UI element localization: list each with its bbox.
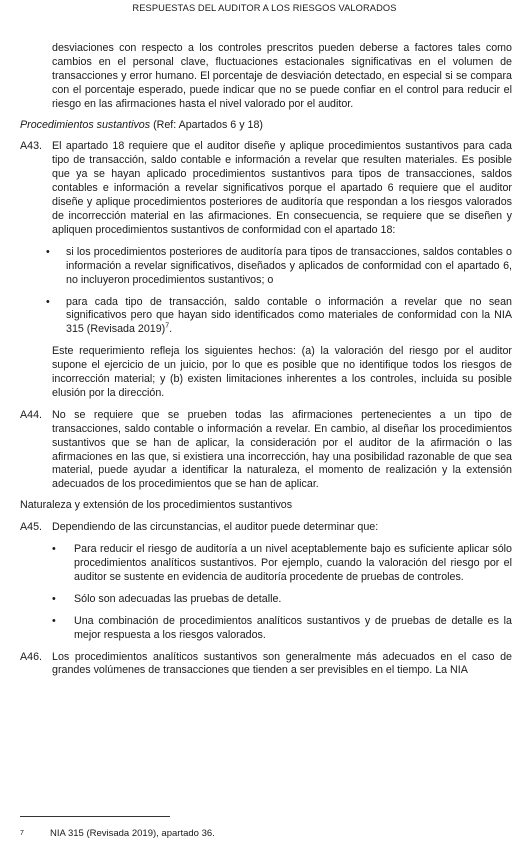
paragraph-text: El apartado 18 requiere que el auditor diseñe y aplique procedimientos sustantivos para cada tipo de transacción, saldo contable e información a revelar que resulten materiales. Es posible que ya se hayan aplicado procedimientos sustantivos para tipos de transacciones, saldos contables e información a revelar significativos porque el apartado 6 requiere que el auditor diseñe y aplique procedimientos posteriores de auditoría que respondan a los riesgos valorados de incorrección material en las afirmaciones. En consecuencia, se requiere que se diseñen y apliquen procedimientos sustantivos de conformidad con el apartado 18: [52,140,512,236]
paragraph-a45 [20,521,512,535]
paragraph-number: A45. [20,521,42,534]
bullet-icon: • [52,592,56,605]
section-heading-substantive [20,119,512,133]
footnote-text: NIA 315 (Revisada 2019), apartado 36. [50,828,215,839]
paragraph-number: A44. [20,408,42,421]
list-item [46,245,512,288]
list-item-text: para cada tipo de transacción, saldo contable o información a revelar que no sean significativos pero que hayan sido identificados como materiales de conformidad con la NIA 315 (Revisada 2019) [66,295,512,336]
bullet-icon: • [46,295,50,308]
list-item-text: Para reducir el riesgo de auditoría a un nivel aceptablemente bajo es suficiente aplicar sólo procedimientos analíticos sustantivos. Por ejemplo, cuando la valoración del riesgo por el auditor se sustente en evidencia de auditoría procedente de pruebas de controles. [74,543,512,583]
bullet-icon: • [46,245,50,258]
footnote-reference: 7 [165,322,170,330]
list-item-text: Una combinación de procedimientos analíticos sustantivos y de pruebas de detalle es la mejor respuesta a los riesgos valorados. [74,614,512,641]
list-item-text-end: . [169,323,173,336]
list-item [52,592,512,607]
a43-follow-paragraph: Este requerimiento refleja los siguientes hechos: (a) la valoración del riesgo por el auditor supone el ejercicio de un juicio, por lo que es posible que no identifique todos los riesgos de incorrección material; y (b) existen limitaciones inherentes a los controles, incluida su posible elusión por la dirección. [52,345,512,399]
list-item [46,295,512,338]
list-item-text: Sólo son adecuadas las pruebas de detalle. [74,592,282,605]
list-item-text: si los procedimientos posteriores de auditoría para tipos de transacciones, saldos contables o información a revelar significativos, diseñados y aplicados de conformidad con el apartado 6, no incluyeron procedimientos sustantivos; o [66,245,512,286]
section-heading-nature: Naturaleza y extensión de los procedimientos sustantivos [20,499,293,512]
list-item [52,614,512,643]
page-header: RESPUESTAS DEL AUDITOR A LOS RIESGOS VALORADOS [132,3,397,13]
footnote-number: 7 [20,830,24,837]
paragraph-text: Dependiendo de las circunstancias, el auditor puede determinar que: [52,521,379,534]
bullet-icon: • [52,614,56,627]
paragraph-number: A46. [20,650,42,663]
footnote [20,828,215,840]
paragraph-number: A43. [20,140,42,153]
paragraph-text: No se requiere que se prueben todas las afirmaciones pertenecientes a un tipo de transacciones, saldo contable o información a revelar. En cambio, al diseñar los procedimientos sustantivos que se han de aplicar, la consideración por el auditor de la afirmación o las afirmaciones en las que, si existiera una incorrección, hay una posibilidad razonable de que sea material, puede ayudar a identificar la naturaleza, el momento de realización y la extensión adecuados de los procedimientos que se han de aplicar. [52,408,512,491]
section-heading-title: Procedimientos sustantivos [20,118,151,131]
list-item [52,543,512,585]
section-heading-ref: (Ref: Apartados 6 y 18) [150,118,263,131]
paragraph-a43 [20,140,512,237]
footnote-divider [20,816,170,817]
page-body [20,42,512,678]
paragraph-text: Los procedimientos analíticos sustantivos son generalmente más adecuados en el caso de grandes volúmenes de transacciones que tienden a ser previsibles en el tiempo. La NIA [52,650,512,677]
intro-paragraph: desviaciones con respecto a los controles prescritos pueden deberse a factores tales como cambios en el personal clave, fluctuaciones estacionales significativas en el volumen de transacciones y error humano. El porcentaje de desviación detectado, en especial si se compara con el porcentaje esperado, puede indicar que no se puede confiar en el control para reducir el riesgo en las afirmaciones hasta el nivel valorado por el auditor. [52,42,512,110]
paragraph-a44 [20,409,512,492]
bullet-icon: • [52,543,56,556]
paragraph-a46 [20,651,512,679]
